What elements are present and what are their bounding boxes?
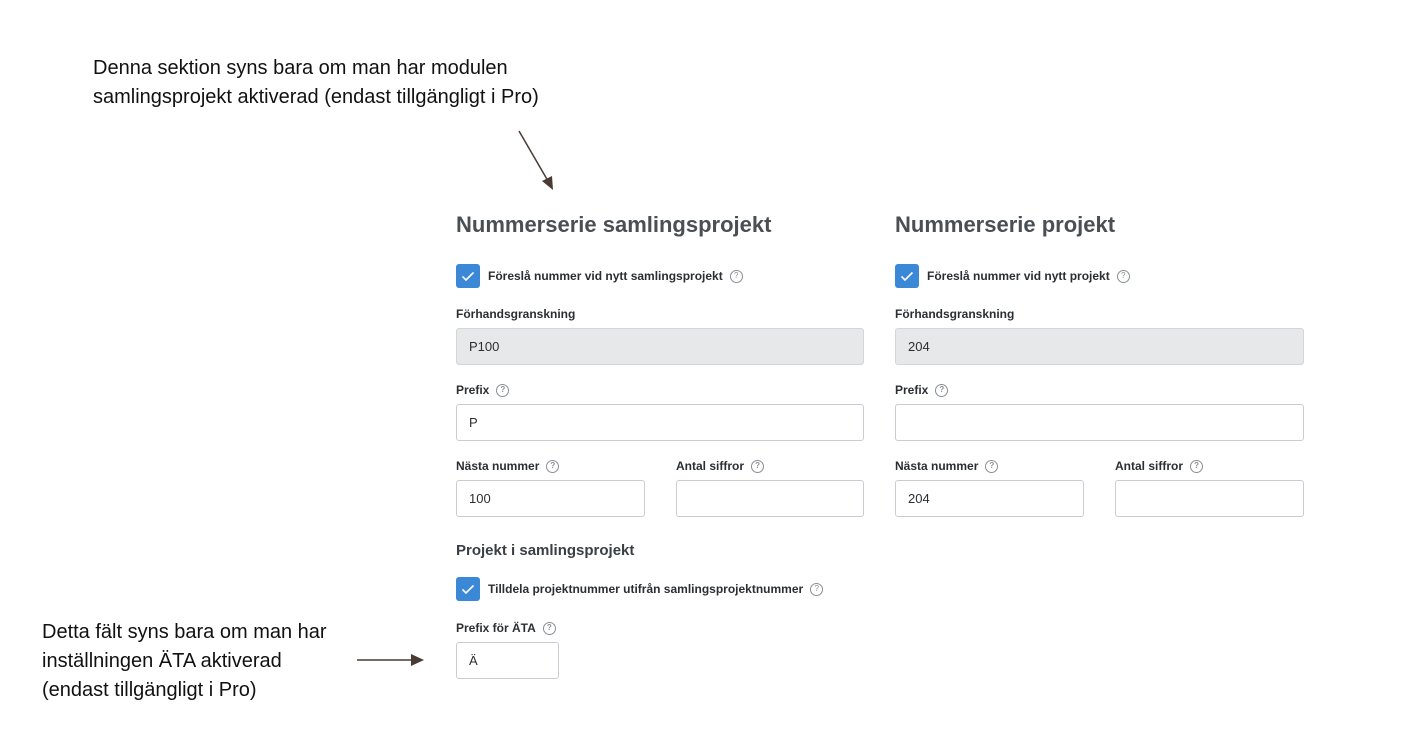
suggest-number-label: Föreslå nummer vid nytt samlingsprojekt bbox=[488, 269, 723, 283]
section-title: Nummerserie samlingsprojekt bbox=[456, 212, 772, 237]
number-series-collection-projects bbox=[456, 210, 864, 668]
ata-prefix-value: Ä bbox=[469, 653, 478, 668]
prefix-input[interactable] bbox=[895, 404, 1304, 441]
prefix-label bbox=[456, 382, 509, 398]
prefix-value: P bbox=[469, 415, 478, 430]
preview-field bbox=[895, 328, 1304, 365]
help-icon[interactable]: ? bbox=[810, 583, 823, 596]
prefix-label-text: Prefix bbox=[456, 383, 490, 397]
next-number-input[interactable] bbox=[895, 480, 1084, 517]
digits-label-text: Antal siffror bbox=[676, 459, 745, 473]
checkmark-icon bbox=[900, 271, 914, 282]
next-number-value: 204 bbox=[908, 491, 930, 506]
help-icon[interactable]: ? bbox=[935, 384, 948, 397]
help-icon[interactable]: ? bbox=[496, 384, 509, 397]
prefix-label-text: Prefix bbox=[895, 383, 929, 397]
preview-field bbox=[456, 328, 864, 365]
suggest-number-checkbox[interactable] bbox=[456, 264, 480, 288]
preview-label bbox=[456, 306, 575, 322]
annotation-line: inställningen ÄTA aktiverad bbox=[42, 650, 282, 672]
preview-value: P100 bbox=[469, 339, 500, 354]
ata-prefix-label-text: Prefix för ÄTA bbox=[456, 621, 536, 635]
digits-label-text: Antal siffror bbox=[1115, 459, 1184, 473]
assign-number-label: Tilldela projektnummer utifrån samlingsprojektnummer bbox=[488, 582, 804, 596]
annotation-ata-note bbox=[42, 618, 327, 705]
digits-input[interactable] bbox=[676, 480, 864, 517]
prefix-label bbox=[895, 382, 948, 398]
next-number-value: 100 bbox=[469, 491, 491, 506]
annotation-line: Detta fält syns bara om man har bbox=[42, 621, 327, 643]
ata-prefix-label bbox=[456, 620, 556, 636]
next-number-input[interactable] bbox=[456, 480, 645, 517]
preview-label bbox=[895, 306, 1014, 322]
number-series-projects bbox=[895, 210, 1304, 506]
next-number-label-text: Nästa nummer bbox=[456, 459, 540, 473]
suggest-number-checkbox[interactable] bbox=[895, 264, 919, 288]
help-icon[interactable]: ? bbox=[546, 460, 559, 473]
next-number-label bbox=[456, 458, 559, 474]
subsection-title: Projekt i samlingsprojekt bbox=[456, 542, 635, 559]
annotation-line: (endast tillgängligt i Pro) bbox=[42, 679, 257, 701]
digits-label bbox=[676, 458, 764, 474]
help-icon[interactable]: ? bbox=[1190, 460, 1203, 473]
help-icon[interactable]: ? bbox=[985, 460, 998, 473]
preview-value: 204 bbox=[908, 339, 930, 354]
annotation-line: Denna sektion syns bara om man har modulen bbox=[93, 57, 508, 79]
assign-number-row bbox=[456, 577, 823, 601]
digits-label bbox=[1115, 458, 1203, 474]
help-icon[interactable]: ? bbox=[543, 622, 556, 635]
arrow-icon bbox=[357, 654, 424, 666]
preview-label-text: Förhandsgranskning bbox=[456, 307, 576, 321]
arrow-icon bbox=[519, 131, 553, 190]
checkmark-icon bbox=[461, 271, 475, 282]
suggest-number-row bbox=[895, 264, 1130, 288]
help-icon[interactable]: ? bbox=[730, 270, 743, 283]
digits-input[interactable] bbox=[1115, 480, 1304, 517]
help-icon[interactable]: ? bbox=[751, 460, 764, 473]
assign-number-checkbox[interactable] bbox=[456, 577, 480, 601]
annotation-samlingsprojekt-note bbox=[93, 54, 539, 112]
checkmark-icon bbox=[461, 584, 475, 595]
preview-label-text: Förhandsgranskning bbox=[895, 307, 1015, 321]
suggest-number-row bbox=[456, 264, 743, 288]
suggest-number-label: Föreslå nummer vid nytt projekt bbox=[927, 269, 1110, 283]
annotation-line: samlingsprojekt aktiverad (endast tillgängligt i Pro) bbox=[93, 86, 539, 108]
section-title: Nummerserie projekt bbox=[895, 212, 1116, 237]
help-icon[interactable]: ? bbox=[1117, 270, 1130, 283]
next-number-label-text: Nästa nummer bbox=[895, 459, 979, 473]
ata-prefix-input[interactable] bbox=[456, 642, 559, 679]
next-number-label bbox=[895, 458, 998, 474]
prefix-input[interactable] bbox=[456, 404, 864, 441]
